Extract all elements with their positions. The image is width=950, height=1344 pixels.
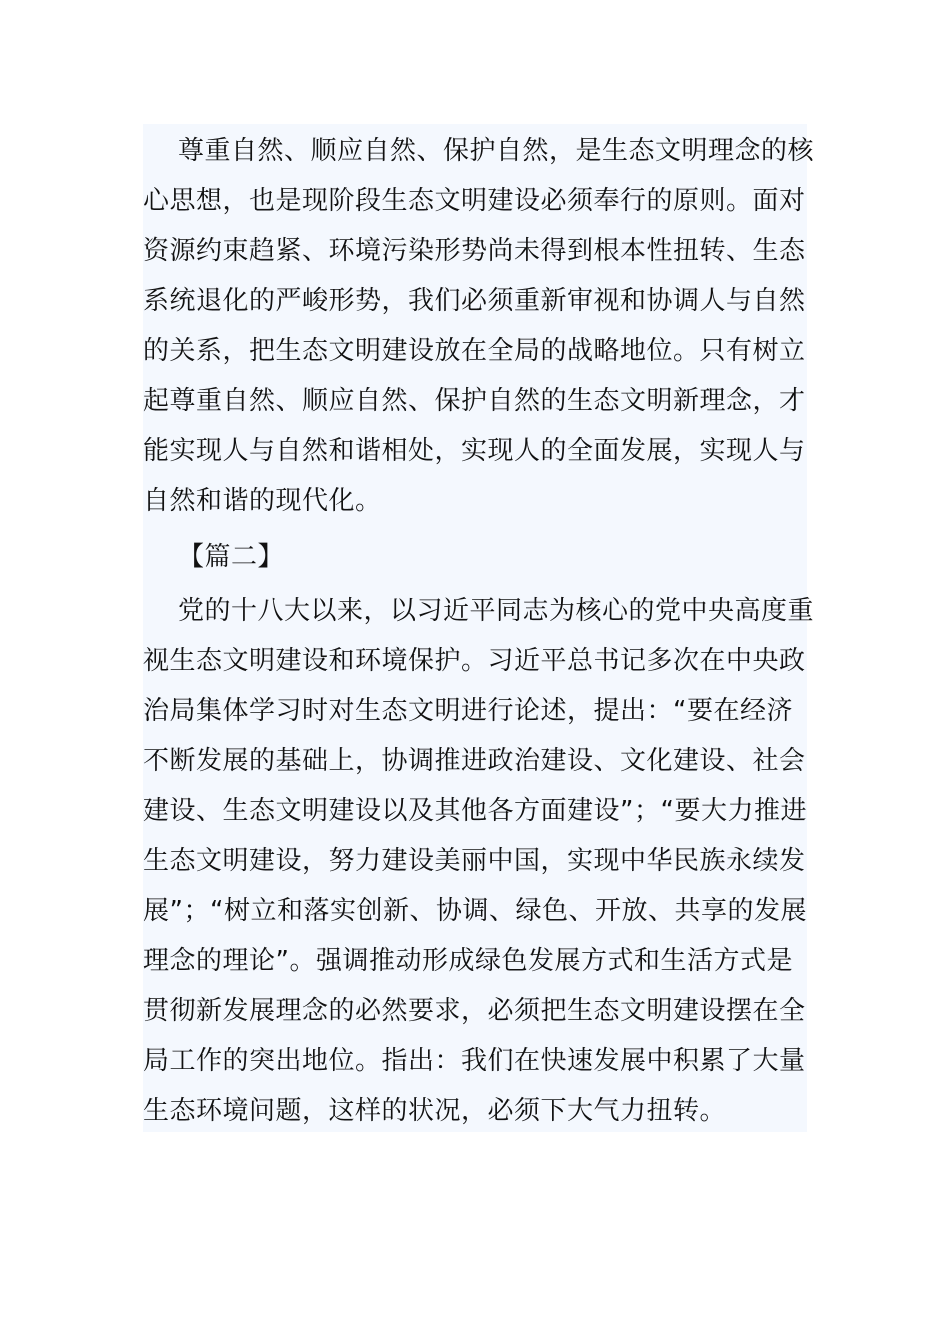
paragraph-1-line-7: 能实现人与自然和谐相处，实现人的全面发展，实现人与	[143, 436, 806, 466]
paragraph-1-line-5: 的关系，把生态文明建设放在全局的战略地位。只有树立	[143, 336, 806, 366]
paragraph-2-line-6: 生态文明建设，努力建设美丽中国，实现中华民族永续发	[143, 846, 806, 876]
paragraph-2-line-10: 局工作的突出地位。指出：我们在快速发展中积累了大量	[143, 1046, 806, 1076]
paragraph-2-line-11: 生态环境问题，这样的状况，必须下大气力扭转。	[143, 1096, 727, 1126]
paragraph-2-line-8: 理念的理论”。强调推动形成绿色发展方式和生活方式是	[143, 946, 793, 976]
paragraph-2-line-2: 视生态文明建设和环境保护。习近平总书记多次在中央政	[143, 646, 806, 676]
paragraph-2-line-4: 不断发展的基础上，协调推进政治建设、文化建设、社会	[143, 746, 806, 776]
paragraph-2-line-7: 展”；“树立和落实创新、协调、绿色、开放、共享的发展	[143, 896, 807, 926]
paragraph-2-line-3: 治局集体学习时对生态文明进行论述，提出：“要在经济	[143, 696, 793, 726]
paragraph-1-line-3: 资源约束趋紧、环境污染形势尚未得到根本性扭转、生态	[143, 236, 806, 266]
paragraph-1-line-8: 自然和谐的现代化。	[143, 486, 382, 516]
paragraph-2-line-9: 贯彻新发展理念的必然要求，必须把生态文明建设摆在全	[143, 996, 806, 1026]
section-heading: 【篇二】	[178, 542, 285, 572]
paragraph-2-line-5: 建设、生态文明建设以及其他各方面建设”；“要大力推进	[143, 796, 807, 826]
paragraph-1-line-4: 系统退化的严峻形势，我们必须重新审视和协调人与自然	[143, 286, 806, 316]
document-text-block	[143, 124, 815, 1132]
paragraph-1-line-2: 心思想，也是现阶段生态文明建设必须奉行的原则。面对	[143, 186, 806, 216]
paragraph-1-line-1: 尊重自然、顺应自然、保护自然，是生态文明理念的核	[178, 136, 815, 166]
paragraph-1-line-6: 起尊重自然、顺应自然、保护自然的生态文明新理念，才	[143, 386, 806, 416]
paragraph-2-line-1: 党的十八大以来，以习近平同志为核心的党中央高度重	[178, 596, 815, 626]
